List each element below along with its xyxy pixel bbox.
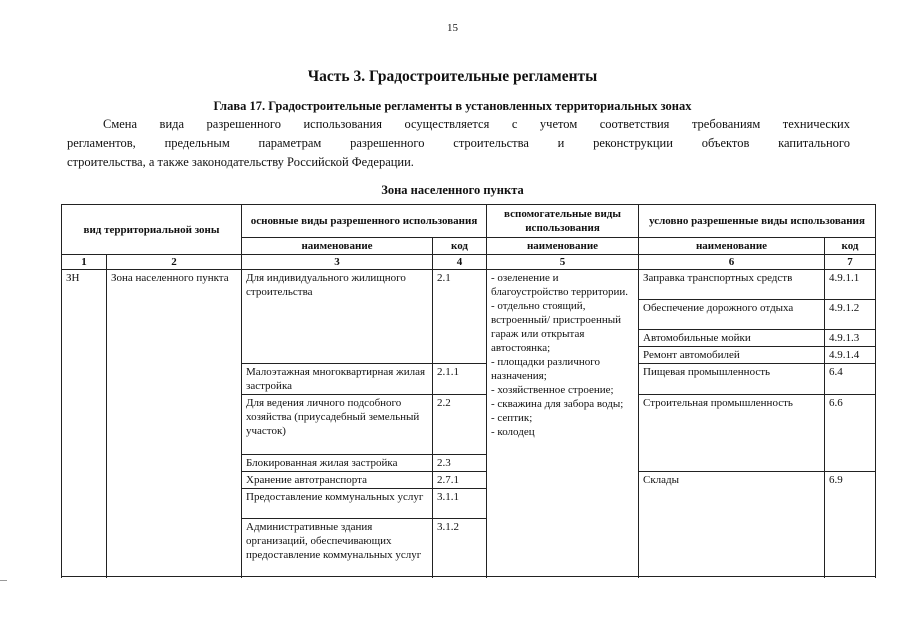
conditional-use-name: Автомобильные мойки — [639, 330, 825, 347]
col-number: 6 — [639, 255, 825, 270]
col-number: 1 — [62, 255, 107, 270]
main-use-name: Блокированная жилая застройка — [242, 455, 433, 472]
header-conditional-uses: условно разрешенные виды использования — [639, 205, 876, 238]
header-main-code: код — [433, 238, 487, 255]
main-use-name: Малоэтажная многоквартирная жилая застройка — [242, 364, 433, 395]
main-use-code: 2.1 — [433, 270, 487, 364]
margin-mark — [0, 580, 7, 581]
intro-paragraph — [67, 115, 850, 172]
col-number: 3 — [242, 255, 433, 270]
aux-item: - площадки различного назначения; — [491, 356, 600, 382]
intro-line-2: регламентов, предельным параметрам разрешенного строительства и реконструкции объектов капитального — [67, 136, 850, 150]
zone-title: Зона населенного пункта — [381, 183, 524, 197]
aux-item: - озеленение и благоустройство территории. — [491, 272, 629, 298]
col-number: 7 — [825, 255, 876, 270]
intro-line-1: Смена вида разрешенного использования осуществляется с учетом соответствия требованиям технических — [103, 117, 850, 131]
conditional-use-name: Склады — [639, 472, 825, 577]
main-use-code: 2.7.1 — [433, 472, 487, 489]
regulations-table — [61, 204, 876, 577]
aux-item: - хозяйственное строение; — [491, 384, 614, 396]
header-aux-name: наименование — [487, 238, 639, 255]
main-use-name: Предоставление коммунальных услуг — [242, 489, 433, 519]
main-use-code: 2.1.1 — [433, 364, 487, 395]
aux-item: - скважина для забора воды; — [491, 398, 624, 410]
chapter-title: Глава 17. Градостроительные регламенты в установленных территориальных зонах — [213, 99, 692, 113]
main-use-code: 2.3 — [433, 455, 487, 472]
aux-item: - септик; — [491, 412, 533, 424]
auxiliary-uses-cell — [487, 270, 639, 577]
header-zone-type: вид территориальной зоны — [62, 205, 242, 255]
col-number: 5 — [487, 255, 639, 270]
conditional-use-name: Заправка транспортных средств — [639, 270, 825, 300]
conditional-use-code: 6.9 — [825, 472, 876, 577]
page-number: 15 — [447, 22, 458, 34]
main-use-name: Для индивидуального жилищного строительства — [242, 270, 433, 364]
header-main-name: наименование — [242, 238, 433, 255]
conditional-use-code: 4.9.1.2 — [825, 300, 876, 330]
main-use-name: Хранение автотранспорта — [242, 472, 433, 489]
zone-name-cell: Зона населенного пункта — [107, 270, 242, 577]
main-use-code: 3.1.1 — [433, 489, 487, 519]
header-main-uses: основные виды разрешенного использования — [242, 205, 487, 238]
conditional-use-name: Пищевая промышленность — [639, 364, 825, 395]
conditional-use-name: Обеспечение дорожного отдыха — [639, 300, 825, 330]
main-use-code: 2.2 — [433, 395, 487, 455]
header-cond-code: код — [825, 238, 876, 255]
header-aux-uses: вспомогательные виды использования — [487, 205, 639, 238]
main-use-name: Административные здания организаций, обеспечивающих предоставление коммунальных услуг — [242, 519, 433, 577]
conditional-use-code: 4.9.1.4 — [825, 347, 876, 364]
conditional-use-code: 6.4 — [825, 364, 876, 395]
aux-item: - колодец — [491, 426, 535, 438]
main-use-code: 3.1.2 — [433, 519, 487, 577]
conditional-use-code: 6.6 — [825, 395, 876, 472]
intro-line-3: строительства, а также законодательству Российской Федерации. — [67, 155, 414, 169]
conditional-use-code: 4.9.1.1 — [825, 270, 876, 300]
conditional-use-code: 4.9.1.3 — [825, 330, 876, 347]
conditional-use-name: Строительная промышленность — [639, 395, 825, 472]
header-cond-name: наименование — [639, 238, 825, 255]
col-number: 4 — [433, 255, 487, 270]
conditional-use-name: Ремонт автомобилей — [639, 347, 825, 364]
main-use-name: Для ведения личного подсобного хозяйства (приусадебный земельный участок) — [242, 395, 433, 455]
col-number: 2 — [107, 255, 242, 270]
aux-item: - отдельно стоящий, встроенный/ пристроенный гараж или открытая автостоянка; — [491, 300, 621, 354]
part-title: Часть 3. Градостроительные регламенты — [307, 68, 598, 85]
zone-code-cell: ЗН — [62, 270, 107, 577]
